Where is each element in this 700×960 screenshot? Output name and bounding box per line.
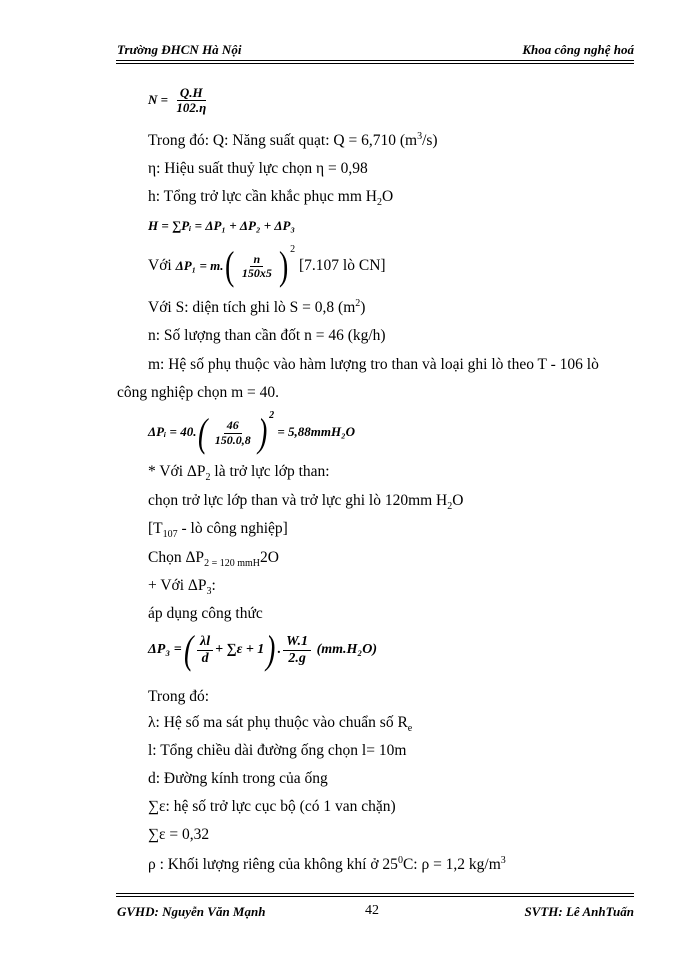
text-voi-s: Với S: diện tích ghi lò S = 0,8 $(m^2)$ <box>148 298 366 317</box>
text-h: h: Tổng trở lực cần khắc phục mm $H_2O$ <box>148 188 394 209</box>
text-trong-do-q: Trong đó: Q: Năng suất quạt: Q = 6,710 $(m^3/s)$ <box>148 131 438 150</box>
text-lambda: λ: Hệ số ma sát phụ thuộc vào chuẩn số $R_e$ <box>148 714 413 735</box>
header-faculty: Khoa công nghệ hoá <box>522 42 634 57</box>
text-sum-epsilon: ∑ε: hệ số trở lực cục bộ (có 1 van chặn) <box>148 798 396 815</box>
text-chon: chọn trở lực lớp than và trở lực ghi lò 120mm $H_2O$ <box>148 492 464 513</box>
header-school: Trường ĐHCN Hà Nội <box>117 42 242 57</box>
header-rule-2 <box>116 63 634 64</box>
text-m: m: Hệ số phụ thuộc vào hàm lượng tro than và loại ghi lò theo T - 106 lò <box>148 356 599 373</box>
header-rule <box>116 60 634 61</box>
page-number: 42 <box>365 903 379 918</box>
text-sum-value: ∑ε = 0,32 <box>148 826 210 843</box>
text-eta: η: Hiệu suất thuỷ lực chọn η = 0,98 <box>148 160 368 177</box>
text-n: n: Số lượng than cần đốt n = 46 (kg/h) <box>148 327 386 344</box>
text-chon-dp: Chọn $\Delta P_{2 = 120 mmH}2O$ <box>148 549 279 570</box>
footer-student: SVTH: Lê AnhTuấn <box>524 904 634 919</box>
footer-rule-2 <box>116 896 634 897</box>
equation-dpi: ΔPᵢ = 40.( $\frac{46}{150.0,8}$ ) $^2$ = 5,88mmH₂O <box>148 410 356 456</box>
equation-dp1: Với ΔP₁ = m.( $\frac{n}{150x5}$ ) $^2$ [7.107 lò CN] <box>148 243 386 289</box>
equation-H: H = ∑Pᵢ = ΔP₁ + ΔP₂ + ΔP₃ <box>148 218 296 233</box>
footer-advisor: GVHD: Nguyễn Văn Mạnh <box>117 904 266 919</box>
text-voi-dp3: + Với $\Delta P_3$: <box>148 577 216 598</box>
text-dp2: * Với $\Delta P_2$ là trở lực lớp than: <box>148 463 330 484</box>
equation-dp3: ΔP₃ =( $\frac{\lambda l}{d}$ + ∑ε + 1) . $\frac{W.1}{2.g}$ (mm.H₂O) <box>148 627 378 672</box>
text-ap-dung: áp dụng công thức <box>148 605 263 622</box>
footer-rule <box>116 893 634 894</box>
text-t107: [$T_{107}$ - lò công nghiệp] <box>148 520 288 541</box>
text-d: d: Đường kính trong của ống <box>148 770 328 787</box>
equation-N: N = $\frac{Q.H}{102.\eta}$ <box>148 85 207 116</box>
text-trong-do-2: Trong đó: <box>148 688 210 705</box>
text-l: l: Tổng chiều dài đường ống chọn l= 10m <box>148 742 407 759</box>
text-rho: ρ : Khối lượng riêng của không khí ở $25^0C$: ρ = 1,2 $kg/m^3$ <box>148 855 506 874</box>
text-m-cont: công nghiệp chọn m = 40. <box>117 384 279 401</box>
